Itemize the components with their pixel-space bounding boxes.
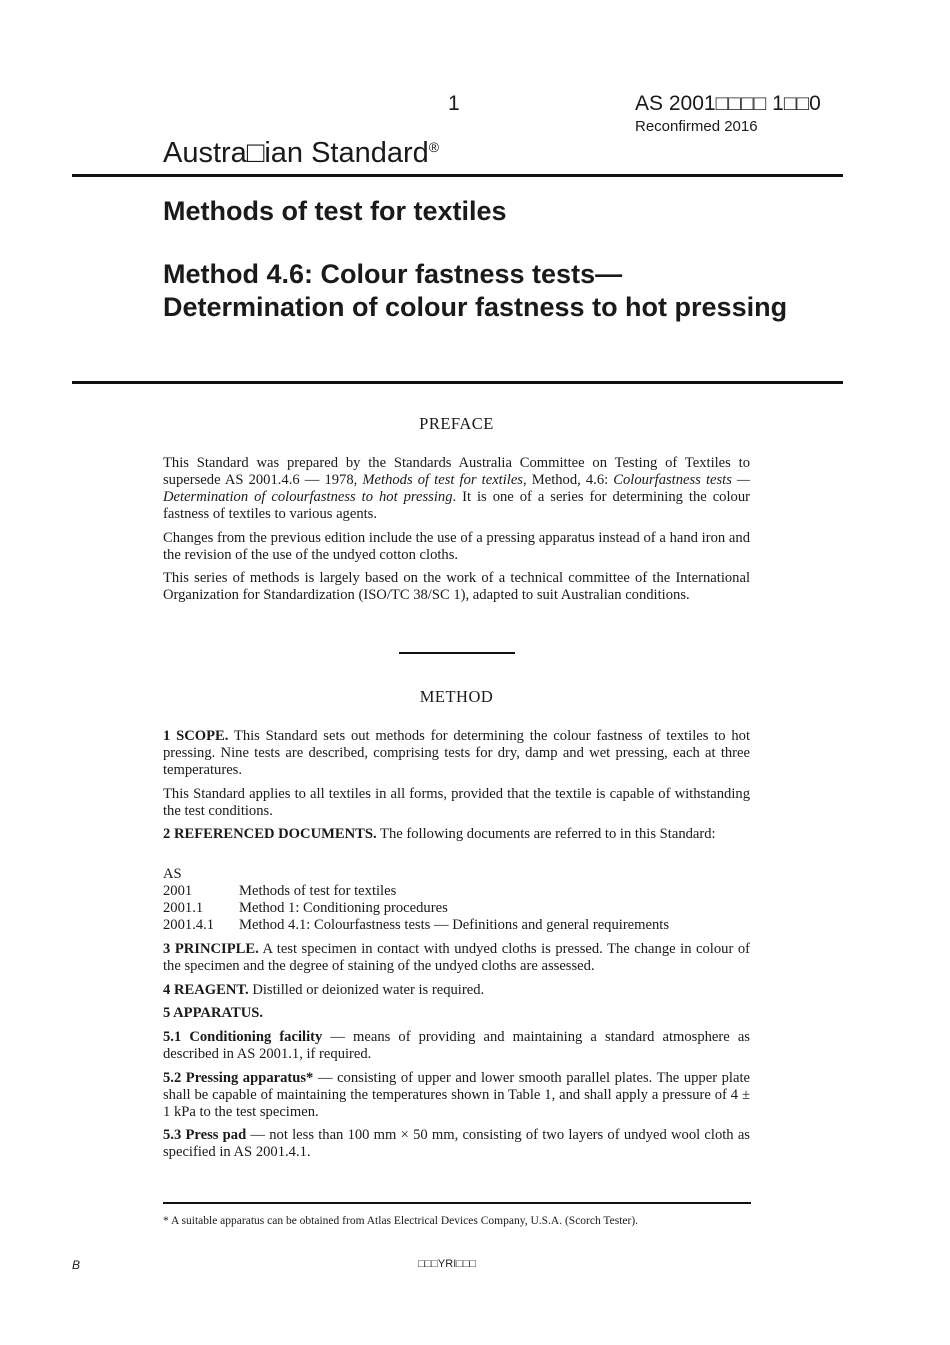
- press-pad-paragraph: 5.3 Press pad — not less than 100 mm × 50 mm, consisting of two layers of undyed wool cloth as specified in AS 2001.4.1.: [163, 1127, 750, 1160]
- scope-paragraph-2: This Standard applies to all textiles in all forms, provided that the textile is capable of withstanding the test conditions.: [163, 786, 750, 819]
- referenced-documents-paragraph: 2 REFERENCED DOCUMENTS. The following documents are referred to in this Standard:: [163, 826, 716, 842]
- preface-paragraph-1: This Standard was prepared by the Standards Australia Committee on Testing of Textiles to supersede AS 2001.4.6 — 1978, Methods of test for textiles, Method, 4.6: Colourfastness tests — Determination of colourfastness to hot pressing. It is one of a series for determining the colour fastness of textiles to various agents.: [163, 455, 750, 522]
- reconfirmed-note: Reconfirmed 2016: [635, 118, 758, 135]
- preface-heading: PREFACE: [419, 414, 494, 433]
- reference-row: 2001.1 Method 1: Conditioning procedures: [163, 900, 448, 916]
- main-title: Methods of test for textiles: [163, 196, 507, 226]
- conditioning-facility-paragraph: 5.1 Conditioning facility — means of providing and maintaining a standard atmosphere as described in AS 2001.1, if required.: [163, 1029, 750, 1062]
- scope-paragraph: 1 SCOPE. This Standard sets out methods for determining the colour fastness of textiles to hot pressing. Nine tests are described, comprising tests for dry, damp and wet pressing, each at three temperatures.: [163, 728, 750, 778]
- footnote: * A suitable apparatus can be obtained from Atlas Electrical Devices Company, U.S.A. (Scorch Tester).: [163, 1215, 639, 1227]
- method-title: Method 4.6: Colour fastness tests— Determination of colour fastness to hot pressing: [163, 259, 788, 322]
- apparatus-heading: 5 APPARATUS.: [163, 1005, 263, 1021]
- preface-paragraph-2: Changes from the previous edition include the use of a pressing apparatus instead of a hand iron and the revision of the use of the undyed cotton cloths.: [163, 530, 750, 563]
- footer-code: □□□YRI□□□: [418, 1258, 477, 1270]
- reagent-paragraph: 4 REAGENT. Distilled or deionized water is required.: [163, 982, 485, 998]
- registered-mark: ®: [428, 139, 440, 155]
- pressing-apparatus-paragraph: 5.2 Pressing apparatus* — consisting of upper and lower smooth parallel plates. The upper plate shall be capable of maintaining the temperatures shown in Table 1, and shall apply a pressure of 4 ± 1 kPa to the test specimen.: [163, 1070, 750, 1120]
- title-rule: [72, 381, 843, 384]
- principle-paragraph: 3 PRINCIPLE. A test specimen in contact with undyed cloths is pressed. The change in colour of the specimen and the degree of staining of the undyed cloths are assessed.: [163, 941, 750, 974]
- reference-row: 2001 Methods of test for textiles: [163, 883, 397, 899]
- header-rule: [72, 174, 843, 177]
- footnote-rule: [163, 1202, 751, 1204]
- references-heading: AS: [163, 866, 182, 882]
- references-list: [163, 866, 669, 934]
- standard-code: AS 2001□□□□ 1□□0: [635, 92, 821, 115]
- method-heading: METHOD: [419, 687, 494, 706]
- preface-paragraph-3: This series of methods is largely based on the work of a technical committee of the International Organization for Standardization (ISO/TC 38/SC 1), adapted to suit Australian conditions.: [163, 570, 750, 603]
- page-number: 1: [448, 92, 460, 115]
- brand-text: Austra□ian Standard: [163, 137, 429, 169]
- brand-title: [163, 137, 439, 170]
- footer-letter: B: [72, 1258, 81, 1272]
- section-divider: [399, 652, 515, 654]
- reference-row: 2001.4.1 Method 4.1: Colourfastness tests — Definitions and general requirements: [163, 917, 670, 933]
